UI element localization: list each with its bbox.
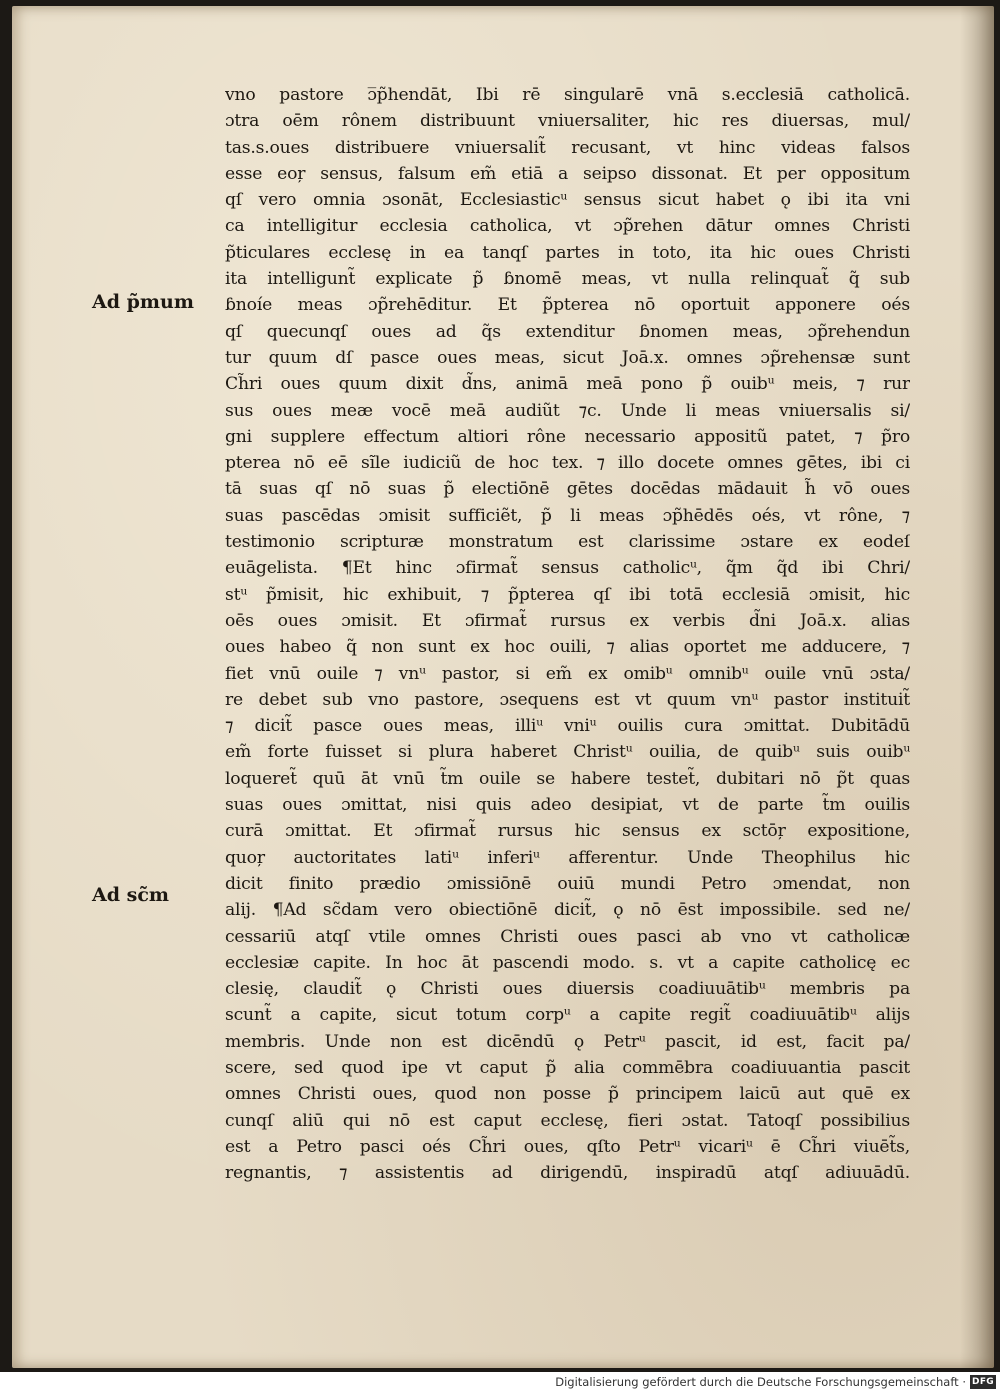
text-line: dicit finito prædio ɔmissiōnē ouiū mundi Petro ɔmendat, non <box>225 873 910 894</box>
text-line: membris. Unde non est dicēndū ǫ Petrᵘ pascit, id est, facit pa/ <box>225 1031 910 1052</box>
footer-bar <box>0 1372 1000 1393</box>
text-line: qſ quecunqſ oues ad q̃s extenditur ɓnomen meas, ɔp̃rehendun <box>225 321 910 342</box>
dfg-logo-icon: DFG <box>970 1375 996 1389</box>
book-page <box>12 6 994 1368</box>
text-line: gni supplere effectum altiori rône necessario appositũ patet, ⁊ p̃ro <box>225 426 910 447</box>
text-line: quoŗ auctoritates latiᵘ inferiᵘ afferentur. Unde Theophilus hic <box>225 847 910 868</box>
text-line: alij. ¶Ad sc̃dam vero obiectiōnē dicit̃, ǫ nō ēst impossibile. sed ne/ <box>225 900 910 921</box>
text-line: qſ vero omnia ɔsonāt, Ecclesiasticᵘ sensus sicut habet ǫ ibi ita vni <box>225 190 910 211</box>
text-line: est a Petro pasci oés Ch̃ri oues, qſto Petrᵘ vicariᵘ ē Ch̃ri viuēt̃s, <box>225 1136 910 1157</box>
text-line: testimonio scripturæ monstratum est clarissime ɔstare ex eodeſ <box>225 532 910 553</box>
text-line: tur quum dſ pasce oues meas, sicut Joā.x. omnes ɔp̃rehensæ sunt <box>225 347 910 368</box>
text-line: tas.s.oues distribuere vniuersalit̃ recusant, vt hinc videas falsos <box>225 137 910 158</box>
text-line: curā ɔmittat. Et ɔfirmat̃ rursus hic sensus ex sctōŗ expositione, <box>225 821 910 842</box>
text-line: ita intelligunt̃ explicate p̃ ɓnomē meas, vt nulla relinquat̃ q̃ sub <box>225 269 910 290</box>
body-text <box>225 82 910 1186</box>
text-line: pterea nō eē sĩle iudiciũ de hoc tex. ⁊ illo docete omnes gētes, ibi ci <box>225 453 910 474</box>
text-line: omnes Christi oues, quod non posse p̃ principem laicū aut quē ex <box>225 1084 910 1105</box>
text-line: scunt̃ a capite, sicut totum corpᵘ a capite regit̃ coadiuuātibᵘ alijs <box>225 1005 910 1026</box>
text-line: p̃ticulares ecclesę in ea tanqſ partes in toto, ita hic oues Christi <box>225 242 910 263</box>
text-line: em̃ forte fuisset si plura haberet Christᵘ ouilia, de quibᵘ suis ouibᵘ <box>225 742 910 763</box>
text-line: tā suas qſ nō suas p̃ electiōnē gētes docēdas mādauit h̃ vō oues <box>225 479 910 500</box>
text-line: ɓnoíe meas ɔp̃rehēditur. Et p̃pterea nō oportuit apponere oés <box>225 295 910 316</box>
text-line: Ch̃ri oues quum dixit d̃ns, animā meā pono p̃ ouibᵘ meis, ⁊ rur <box>225 374 910 395</box>
text-line: esse eoŗ sensus, falsum em̃ etiā a seipso dissonat. Et per oppositum <box>225 163 910 184</box>
margin-note-ad-secundum: Ad sc̃m <box>92 884 170 906</box>
text-line: oues habeo q̃ non sunt ex hoc ouili, ⁊ alias oportet me adducere, ⁊ <box>225 637 910 658</box>
text-line: fiet vnū ouile ⁊ vnᵘ pastor, si em̃ ex omibᵘ omnibᵘ ouile vnū ɔsta/ <box>225 663 910 684</box>
text-line: euāgelista. ¶Et hinc ɔfirmat̃ sensus catholicᵘ, q̃m q̃d ibi Chri/ <box>225 558 910 579</box>
text-line: suas oues ɔmittat, nisi quis adeo desipiat, vt de parte t̃m ouilis <box>225 795 910 816</box>
text-line: sus oues meæ vocē meā audiũt ⁊c. Unde li meas vniuersalis si/ <box>225 400 910 421</box>
text-line: clesię, claudit̃ ǫ Christi oues diuersis coadiuuātibᵘ membris pa <box>225 979 910 1000</box>
text-line: loqueret̃ quū āt vnū t̃m ouile se habere testet̃, dubitari nō p̃t quas <box>225 768 910 789</box>
text-line: ca intelligitur ecclesia catholica, vt ɔp̃rehen dātur omnes Christi <box>225 216 910 237</box>
text-line: ⁊ dicit̃ pasce oues meas, illiᵘ vniᵘ ouilis cura ɔmittat. Dubitādū <box>225 716 910 737</box>
funding-credit: Digitalisierung gefördert durch die Deutsche Forschungsgemeinschaft · <box>555 1375 966 1389</box>
text-line: ecclesiæ capite. In hoc āt pascendi modo. s. vt a capite catholicę ec <box>225 952 910 973</box>
text-line: re debet sub vno pastore, ɔsequens est vt quum vnᵘ pastor instituit̃ <box>225 689 910 710</box>
text-line: cessariū atqſ vtile omnes Christi oues pasci ab vno vt catholicæ <box>225 926 910 947</box>
text-line: stᵘ p̃misit, hic exhibuit, ⁊ p̃pterea qſ ibi totā ecclesiā ɔmisit, hic <box>225 584 910 605</box>
text-line: oēs oues ɔmisit. Et ɔfirmat̃ rursus ex verbis d̃ni Joā.x. alias <box>225 610 910 631</box>
text-line: cunqſ aliū qui nō est caput ecclesę, fieri ɔstat. Tatoqſ possibilius <box>225 1110 910 1131</box>
text-line: vno pastore ɔ̅p̃hendāt, Ibi rē singularē vnā s.ecclesiā catholicā. <box>225 85 910 105</box>
text-line: scere, sed quod ipe vt caput p̃ alia commēbra coadiuuantia pascit <box>225 1057 910 1078</box>
text-line: suas pascēdas ɔmisit sufficiẽt, p̃ li meas ɔp̃hēdēs oés, vt rône, ⁊ <box>225 505 910 526</box>
text-line: regnantis, ⁊ assistentis ad dirigendū, inspiradū atqſ adiuuādū. <box>225 1163 910 1184</box>
text-line: ɔtra oēm rônem distribuunt vniuersaliter, hic res diuersas, mul/ <box>225 111 910 132</box>
margin-note-ad-primum: Ad p̃mum <box>92 291 194 313</box>
